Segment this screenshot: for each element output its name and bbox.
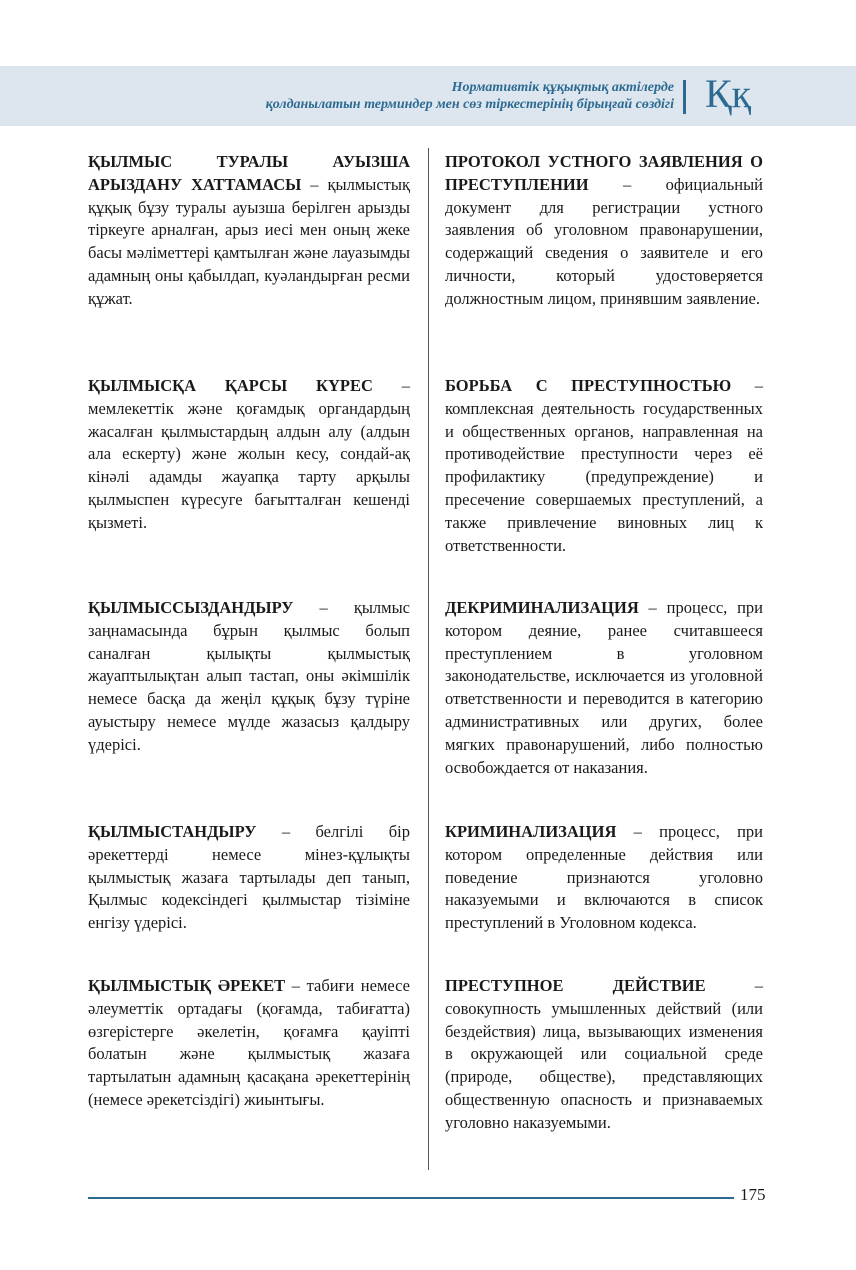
dictionary-title-line2: қолданылатын терминдер мен сөз тіркестерінің бірыңғай сөздігі xyxy=(265,97,674,112)
russian-entry xyxy=(445,151,763,311)
kazakh-term: ҚЫЛМЫСҚА ҚАРСЫ КҮРЕС xyxy=(88,376,373,395)
russian-entry xyxy=(445,821,763,935)
kazakh-entry xyxy=(88,975,410,1112)
russian-definition: – совокупность умышленных действий (или бездействия) лица, вызывающих изменения в окружающей или социальной среде (природе, обществе), представляющих общественную опасность и признаваемых уголовно наказуемыми. xyxy=(445,976,764,1132)
russian-definition: – процесс, при котором деяние, ранее считавшееся преступлением в уголовном законодательстве, исключается из уголовной ответственности и переводится в категорию административных или других, более мягких правонарушений, либо полностью освобождается от наказания. xyxy=(445,598,763,777)
russian-definition: – официальный документ для регистрации устного заявления об уголовном правонарушении, содержащий сведения о заявителе и его личности, который удостоверяется должностным лицом, принявшим заявление. xyxy=(445,174,763,308)
footer-rule xyxy=(88,1197,734,1199)
dictionary-title xyxy=(114,79,674,113)
page-number: 175 xyxy=(740,1185,766,1204)
kazakh-entry xyxy=(88,821,410,935)
russian-definition: – процесс, при котором определенные действия или поведение признаются уголовно наказуемыми и включаются в список преступлений в Уголовном кодекса. xyxy=(445,822,763,933)
kazakh-term: ҚЫЛМЫСТЫҚ ӘРЕКЕТ xyxy=(88,976,286,995)
kazakh-definition: – табиғи немесе әлеуметтік ортадағы (қоғамда, табиғатта) өзгерістерге әкелетін, қоғамға қауіпті болатын және қылмыстық жазаға тартылатын адамның қасақана әрекеттерінің (немесе әрекетсіздігі) жиынтығы. xyxy=(88,976,410,1109)
kazakh-entry xyxy=(88,151,410,311)
dictionary-title-line1: Нормативтік құқықтық актілерде xyxy=(451,80,674,95)
kazakh-term: ҚЫЛМЫС ТУРАЛЫ АУЫЗША АРЫЗДАНУ ХАТТАМАСЫ xyxy=(88,152,410,194)
kazakh-definition: – белгілі бір әрекеттерді немесе мінез-құлықты қылмыстық жазаға тартылады деп танып, Қылмыс кодексіндегі қылмыстар тізіміне енгізу үдерісі. xyxy=(88,822,410,933)
russian-term: ПРОТОКОЛ УСТНОГО ЗАЯВЛЕНИЯ О ПРЕСТУПЛЕНИИ xyxy=(445,152,763,194)
russian-term: ДЕКРИМИНАЛИЗАЦИЯ xyxy=(445,598,639,617)
russian-term: КРИМИНАЛИЗАЦИЯ xyxy=(445,822,617,841)
russian-entry xyxy=(445,975,763,1135)
kazakh-definition: – қылмыс заңнамасында бұрын қылмыс болып саналған қылықты қылмыстық жауаптылықтан алып тастап, оны әкімшілік немесе басқа да жеңіл құқық бұзу түріне ауыстыру немесе мүлде жазасыз қалдыру үдерісі. xyxy=(88,598,410,754)
kazakh-entry xyxy=(88,597,410,757)
column-divider xyxy=(428,148,429,1170)
kazakh-term: ҚЫЛМЫССЫЗДАНДЫРУ xyxy=(88,598,294,617)
kazakh-definition: – қылмыстық құқық бұзу туралы ауызша берілген арызды тіркеуге арналған, арыз иесі мен оның жеке басы мәліметтері қамтылған және лауазымды адамның оны қабылдап, куәландырған ресми құжат. xyxy=(88,174,410,308)
russian-definition: – комплексная деятельность государственных и общественных органов, направленная на противодействие преступности через её профилактику (предупреждение) и пресечение совершаемых преступлений, а также привлечение виновных лиц к ответственности. xyxy=(445,376,763,555)
russian-term: БОРЬБА С ПРЕСТУПНОСТЬЮ xyxy=(445,376,732,395)
header-divider xyxy=(683,80,686,114)
russian-term: ПРЕСТУПНОЕ ДЕЙСТВИЕ xyxy=(445,976,706,995)
kazakh-term: ҚЫЛМЫСТАНДЫРУ xyxy=(88,822,257,841)
russian-entry xyxy=(445,597,763,779)
kazakh-entry xyxy=(88,375,410,535)
section-letter: Ққ xyxy=(705,71,752,116)
kazakh-definition: – мемлекеттік және қоғамдық органдардың жасалған қылмыстардың алдын алу (алдын ала ескерту) және жолын кесу, сондай-ақ кінәлі адамды жауапқа тарту арқылы қылмыспен күресуге бағытталған кешенді қызметі. xyxy=(88,376,410,532)
russian-entry xyxy=(445,375,763,557)
